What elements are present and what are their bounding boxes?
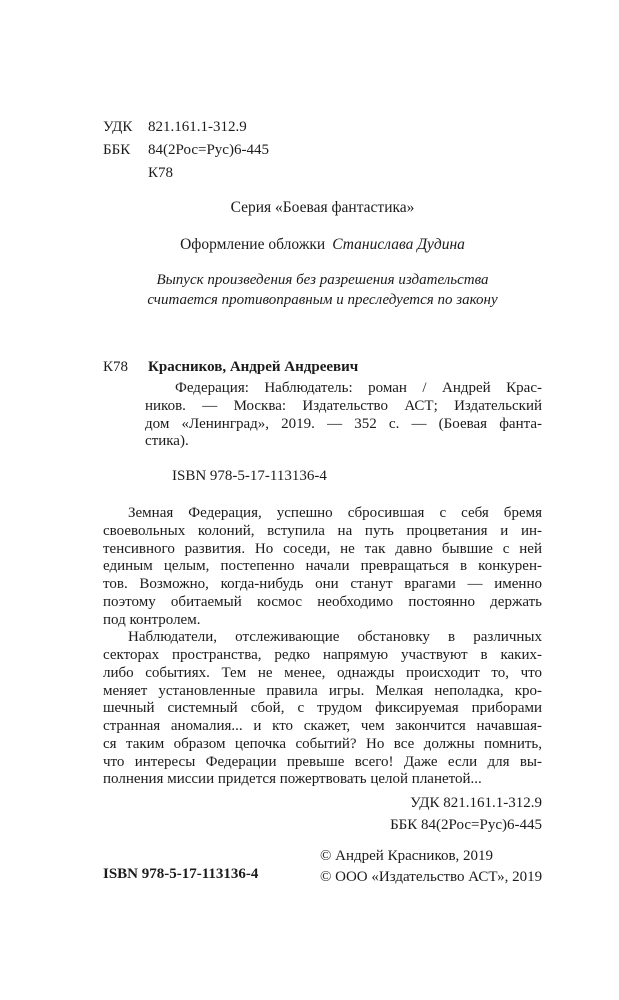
udk-row xyxy=(103,116,269,139)
isbn-center: ISBN 978-5-17-113136-4 xyxy=(172,468,327,484)
text-line: Выпуск произведения без разрешения издательства xyxy=(156,272,489,288)
text-line: секторах пространства, редко напрямую участвуют в каких- xyxy=(103,647,542,663)
cover-credit xyxy=(103,236,542,254)
author-sign-row xyxy=(103,162,269,185)
catalog-author-sign: К78 xyxy=(103,359,129,375)
text-line: дом «Ленинград», 2019. — 352 с. — (Боевая фанта- xyxy=(145,415,542,432)
text-line: что интересы Федерации превыше всего! Даже если для вы- xyxy=(103,753,542,770)
text-line: © ООО «Издательство АСТ», 2019 xyxy=(320,868,543,885)
text-line: стика). xyxy=(145,433,189,450)
text-line: ся таким образом цепочка событий? Но все должны помнить, xyxy=(103,735,542,752)
text-line: Федерация: Наблюдатель: роман / Андрей Крас- xyxy=(175,380,542,396)
classification-codes-top xyxy=(103,116,269,185)
legal-notice xyxy=(103,271,542,310)
udk-value: 821.161.1-312.9 xyxy=(148,119,247,135)
text-line: под контролем. xyxy=(103,611,201,628)
text-line: странная аномалия... и кто скажет, чем закончится начавшая- xyxy=(103,718,542,734)
text-line: своевольных колоний, вступила на путь процветания и ин- xyxy=(103,522,542,539)
text-line: считается противоправным и преследуется по закону xyxy=(147,291,498,308)
text-line: полнения миссии придется пожертвовать целой планетой... xyxy=(103,771,482,788)
text-line: тенсивного развития. Но соседи, не так давно бывшие с ней xyxy=(103,540,542,557)
catalog-author-name: Красников, Андрей Андреевич xyxy=(148,359,359,375)
text-line: тов. Возможно, когда-нибудь они станут врагами — именно xyxy=(103,576,542,592)
text-line: единым целым, постепенно начали превращаться в конкурен- xyxy=(103,558,542,575)
bbk-row xyxy=(103,139,269,162)
text-line: Земная Федерация, успешно сбросившая с себя бремя xyxy=(128,505,542,521)
cover-designer-name: Станислава Дудина xyxy=(332,236,465,253)
bbk-label: ББК xyxy=(103,142,131,158)
text-line: либо событиях. Тем не менее, однажды происходит то, что xyxy=(103,664,542,681)
copyright-block xyxy=(320,846,542,887)
annotation-paragraph-2 xyxy=(103,629,542,789)
udk-label: УДК xyxy=(103,119,133,135)
annotation-paragraph-1 xyxy=(103,505,542,629)
text-line: меняет установленные правила игры. Мелкая неполадка, кро- xyxy=(103,682,542,699)
annotation xyxy=(103,505,542,789)
catalog-description xyxy=(145,380,542,451)
bbk-value: 84(2Рос=Рус)6-445 xyxy=(148,142,269,158)
text-line: шечный системный сбой, с трудом фиксируемая приборами xyxy=(103,700,542,717)
text-line: поэтому обитаемый космос необходимо постоянно держать xyxy=(103,593,542,610)
text-line: Наблюдатели, отслеживающие обстановку в различных xyxy=(128,629,542,646)
text-line: ников. — Москва: Издательство АСТ; Издательский xyxy=(145,397,542,414)
text-line: УДК 821.161.1-312.9 xyxy=(410,795,542,811)
classification-codes-bottom xyxy=(103,792,542,836)
author-sign-value: К78 xyxy=(148,165,174,181)
isbn-bottom: ISBN 978-5-17-113136-4 xyxy=(103,866,259,882)
text-line: ББК 84(2Рос=Рус)6-445 xyxy=(390,817,542,833)
series-title: Серия «Боевая фантастика» xyxy=(230,199,415,216)
author-sign-spacer xyxy=(103,162,148,185)
catalog-entry-header xyxy=(103,359,358,376)
cover-credit-label: Оформление обложки xyxy=(180,236,326,253)
text-line: © Андрей Красников, 2019 xyxy=(320,848,494,864)
